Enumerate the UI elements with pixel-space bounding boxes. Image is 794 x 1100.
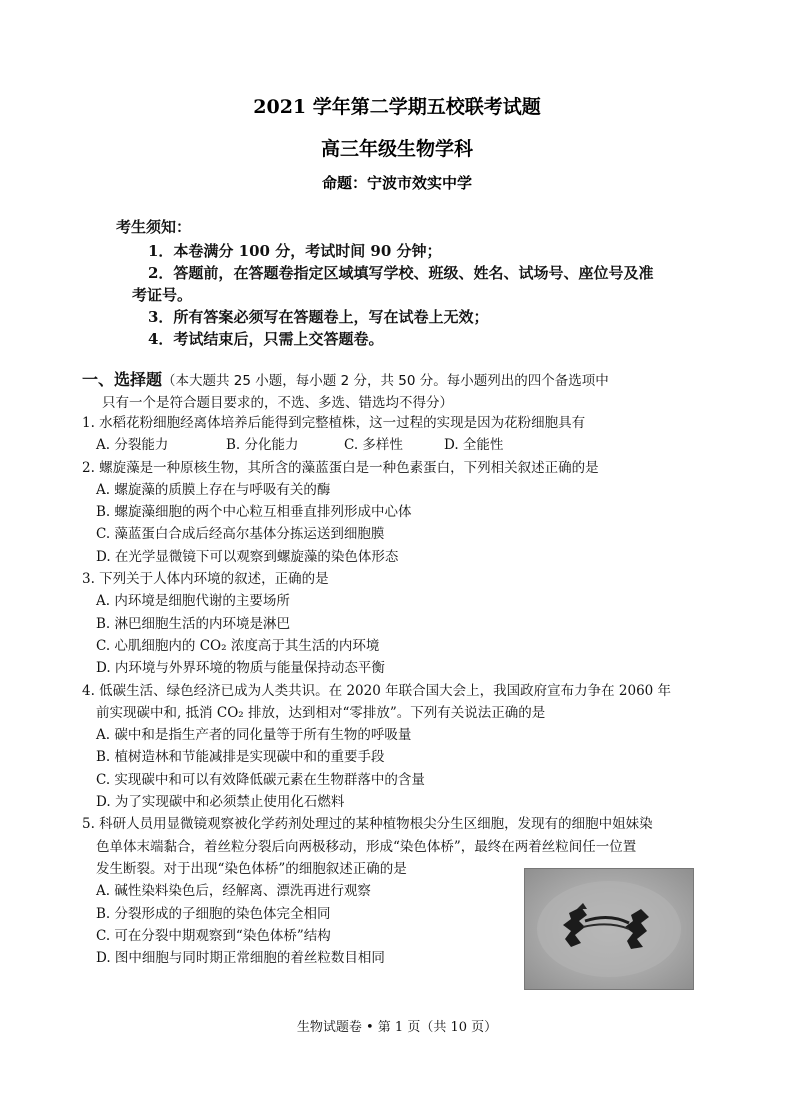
chromosome-bridge-illustration xyxy=(525,869,693,989)
option: A. 碳中和是指生产者的同化量等于所有生物的呼吸量 xyxy=(96,727,412,744)
option: B. 分裂形成的子细胞的染色体完全相同 xyxy=(96,905,331,922)
micrograph-image xyxy=(524,868,694,990)
option: A. 内环境是细胞代谢的主要场所 xyxy=(96,593,290,610)
section-description: （本大题共 25 小题，每小题 2 分，共 50 分。每小题列出的四个备选项中 xyxy=(162,373,609,389)
question-stem: 5. 科研人员用显微镜观察被化学药剂处理过的某种植物根尖分生区细胞，发现有的细胞中姐妹染 xyxy=(82,816,653,833)
option: D. 图中细胞与同时期正常细胞的着丝粒数目相同 xyxy=(96,950,385,967)
option: C. 多样性 xyxy=(344,437,403,454)
question-stem: 4. 低碳生活、绿色经济已成为人类共识。在 2020 年联合国大会上，我国政府宣布力争在 2060 年 xyxy=(82,682,672,699)
option: C. 实现碳中和可以有效降低碳元素在生物群落中的含量 xyxy=(96,771,425,788)
subject-title: 高三年级生物学科 xyxy=(320,138,473,160)
notice-item: 1．本卷满分 100 分，考试时间 90 分钟； xyxy=(148,242,442,260)
option-row xyxy=(96,434,722,456)
option: B. 植树造林和节能减排是实现碳中和的重要手段 xyxy=(96,749,385,766)
option: D. 全能性 xyxy=(444,437,504,454)
question-stem-continued: 前实现碳中和, 抵消 CO₂ 排放，达到相对“零排放”。下列有关说法正确的是 xyxy=(96,704,546,721)
notice-item: 3．所有答案必须写在答题卷上，写在试卷上无效； xyxy=(148,308,489,326)
question-stem-continued: 发生断裂。对于出现“染色体桥”的细胞叙述正确的是 xyxy=(96,860,407,877)
question-stem: 1. 水稻花粉细胞经离体培养后能得到完整植株，这一过程的实现是因为花粉细胞具有 xyxy=(82,415,586,431)
question-stem: 2. 螺旋藻是一种原核生物，其所含的藻蓝蛋白是一种色素蛋白，下列相关叙述正确的是 xyxy=(82,459,599,476)
option: C. 心肌细胞内的 CO₂ 浓度高于其生活的内环境 xyxy=(96,637,380,654)
candidate-notice xyxy=(116,216,726,350)
option: B. 分化能力 xyxy=(226,437,299,454)
section-header xyxy=(82,369,722,414)
option: D. 为了实现碳中和必须禁止使用化石燃料 xyxy=(96,794,345,811)
question-stem-continued: 色单体末端黏合，着丝粒分裂后向两极移动，形成“染色体桥”，最终在两着丝粒间任一位置 xyxy=(96,838,637,855)
notice-item-continued: 考证号。 xyxy=(132,286,193,304)
author-line: 命题：宁波市效实中学 xyxy=(321,174,472,192)
question-stem: 3. 下列关于人体内环境的叙述，正确的是 xyxy=(82,571,329,588)
option: B. 淋巴细胞生活的内环境是淋巴 xyxy=(96,615,291,632)
notice-heading: 考生须知： xyxy=(116,218,192,236)
option: B. 螺旋藻细胞的两个中心粒互相垂直排列形成中心体 xyxy=(96,504,412,521)
option: A. 分裂能力 xyxy=(96,437,169,454)
notice-item: 4．考试结束后，只需上交答题卷。 xyxy=(148,330,384,348)
option: A. 螺旋藻的质膜上存在与呼吸有关的酶 xyxy=(96,481,331,498)
page-footer: 生物试题卷 • 第 1 页（共 10 页） xyxy=(296,1020,498,1035)
option: C. 藻蓝蛋白合成后经高尔基体分拣运送到细胞膜 xyxy=(96,526,385,543)
notice-item: 2．答题前，在答题卷指定区域填写学校、班级、姓名、试场号、座位号及准 xyxy=(148,264,654,282)
option: A. 碱性染料染色后，经解离、漂洗再进行观察 xyxy=(96,883,371,900)
section-description-continued: 只有一个是符合题目要求的，不选、多选、错选均不得分） xyxy=(102,395,453,411)
section-title: 一、选择题 xyxy=(82,370,163,389)
option: D. 在光学显微镜下可以观察到螺旋藻的染色体形态 xyxy=(96,548,399,565)
option: C. 可在分裂中期观察到“染色体桥”结构 xyxy=(96,927,331,944)
exam-title: 2021 学年第二学期五校联考试题 xyxy=(253,96,541,118)
option: D. 内环境与外界环境的物质与能量保持动态平衡 xyxy=(96,660,385,677)
